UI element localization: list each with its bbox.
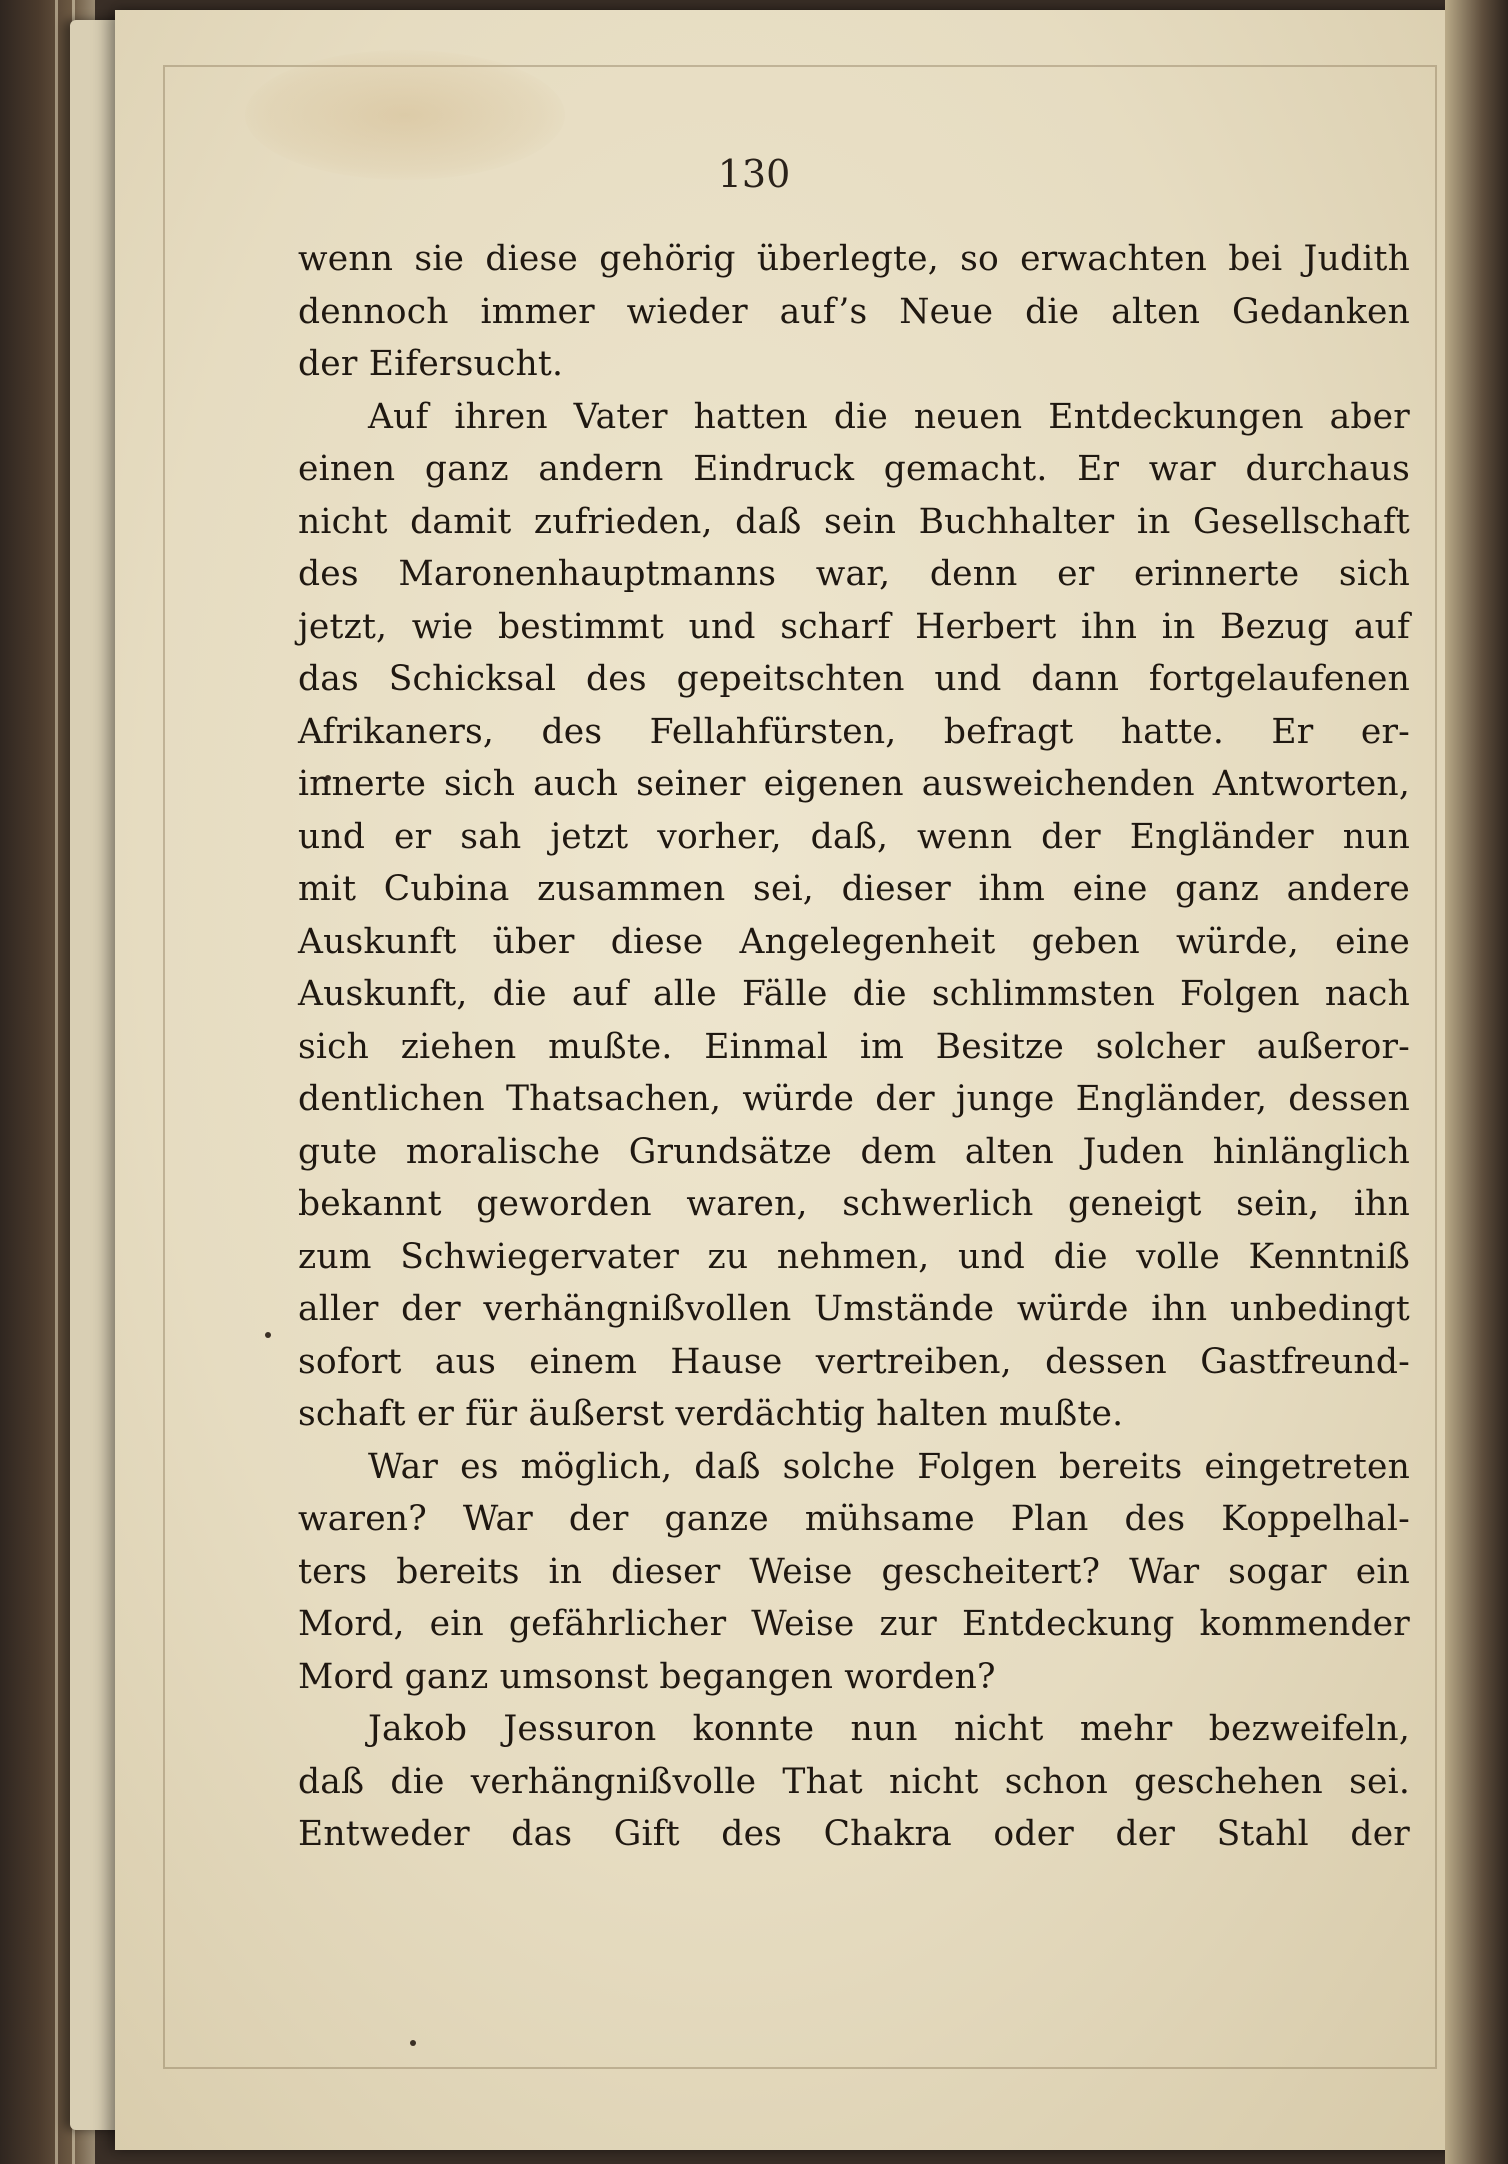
text-line: aller der verhängnißvollen Umstände würde ihn unbedingt xyxy=(298,1289,1410,1329)
text-line: bekannt geworden waren, schwerlich geneigt sein, ihn xyxy=(298,1184,1410,1224)
text-line: Jakob Jessuron konnte nun nicht mehr bezweifeln, xyxy=(368,1709,1410,1749)
ink-speck xyxy=(410,2040,416,2046)
text-line: das Schicksal des gepeitschten und dann fortgelaufenen xyxy=(298,659,1410,699)
text-line: innerte sich auch seiner eigenen ausweichenden Antworten, xyxy=(298,764,1410,804)
text-line: sich ziehen mußte. Einmal im Besitze solcher außeror- xyxy=(298,1026,1410,1067)
text-line: jetzt, wie bestimmt und scharf Herbert ihn in Bezug auf xyxy=(298,606,1410,647)
text-line: daß die verhängnißvolle That nicht schon geschehen sei. xyxy=(298,1761,1410,1802)
text-line: nicht damit zufrieden, daß sein Buchhalter in Gesellschaft xyxy=(298,501,1410,542)
text-line: wenn sie diese gehörig überlegte, so erwachten bei Judith xyxy=(298,239,1410,279)
text-line: dennoch immer wieder auf’s Neue die alten Gedanken xyxy=(298,291,1410,332)
text-line: Auf ihren Vater hatten die neuen Entdeckungen aber xyxy=(368,396,1410,437)
page-edge xyxy=(55,0,58,2164)
text-line: Mord ganz umsonst begangen worden? xyxy=(298,1656,996,1697)
text-line: ters bereits in dieser Weise gescheitert? War sogar ein xyxy=(298,1551,1410,1592)
text-line: des Maronenhauptmanns war, denn er erinnerte sich xyxy=(298,554,1410,594)
text-line: Mord, ein gefährlicher Weise zur Entdeckung kommender xyxy=(298,1604,1410,1644)
ink-speck xyxy=(265,1332,271,1338)
text-line: zum Schwiegervater zu nehmen, und die volle Kenntniß xyxy=(298,1236,1410,1277)
page-number: 130 xyxy=(717,152,791,196)
text-line: schaft er für äußerst verdächtig halten mußte. xyxy=(298,1394,1124,1434)
text-line: dentlichen Thatsachen, würde der junge Engländer, dessen xyxy=(298,1079,1410,1119)
body-text xyxy=(298,233,1410,1861)
text-line: der Eifersucht. xyxy=(298,344,564,384)
book-gutter-right xyxy=(1445,0,1508,2164)
text-line: Afrikaners, des Fellahfürsten, befragt hatte. Er er- xyxy=(298,711,1410,752)
text-line: sofort aus einem Hause vertreiben, dessen Gastfreund- xyxy=(298,1341,1410,1382)
text-line: gute moralische Grundsätze dem alten Juden hinlänglich xyxy=(298,1131,1410,1172)
text-line: mit Cubina zusammen sei, dieser ihm eine ganz andere xyxy=(298,869,1410,909)
text-line: waren? War der ganze mühsame Plan des Koppelhal- xyxy=(298,1499,1410,1539)
text-line: Auskunft, die auf alle Fälle die schlimmsten Folgen nach xyxy=(298,974,1410,1014)
text-line: und er sah jetzt vorher, daß, wenn der Engländer nun xyxy=(298,816,1410,857)
text-line: Entweder das Gift des Chakra oder der Stahl der xyxy=(298,1814,1410,1854)
text-line: Auskunft über diese Angelegenheit geben würde, eine xyxy=(298,921,1410,962)
text-line: einen ganz andern Eindruck gemacht. Er war durchaus xyxy=(298,449,1410,489)
text-line: War es möglich, daß solche Folgen bereits eingetreten xyxy=(368,1446,1410,1487)
